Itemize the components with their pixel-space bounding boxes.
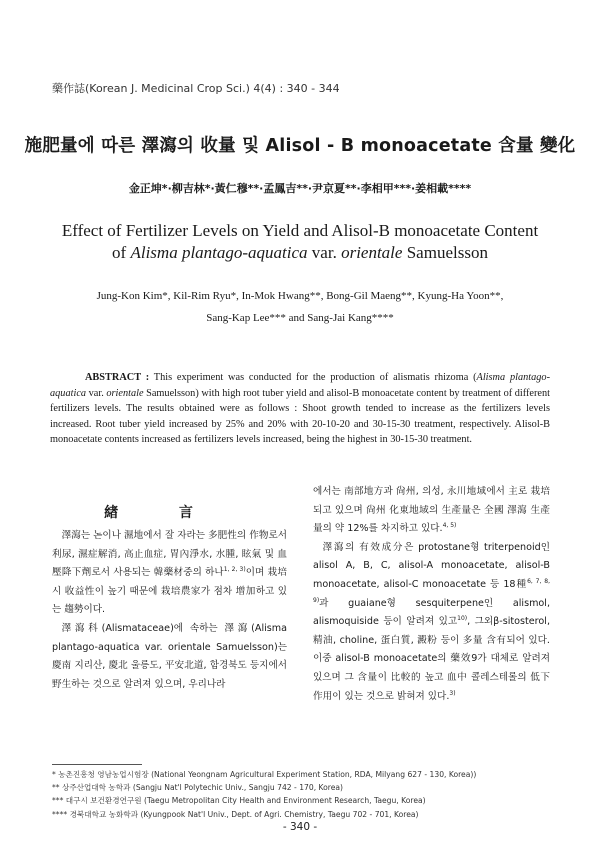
footnote-divider <box>52 764 142 765</box>
citation: 3) <box>449 689 456 697</box>
citation: 6, 7, 8, 9) <box>313 577 550 604</box>
citation: 1, 2, 3) <box>223 566 246 573</box>
paragraph: 澤瀉科(Alismataceae)에 속하는 澤瀉(Alisma plantago-aquatica var. orientale Samuelsson)는 慶南 지리산, 慶北 울릉도, 平安北道, 함경북도 등지에서 野生하는 것으로 알려져 있으며, 우리나라 <box>52 622 287 690</box>
abstract-label: ABSTRACT : <box>85 372 150 383</box>
paragraph <box>52 527 287 620</box>
journal-header: 藥作誌(Korean J. Medicinal Crop Sci.) 4(4) : 340 - 344 <box>52 82 340 95</box>
footnotes <box>52 768 552 821</box>
species-name: Alisma plantago-aquatica <box>130 243 308 262</box>
abstract-text-3: Samuelsson) with high root tuber yield and alisol-B monoacetate content by treatment of different fertilizers levels. The results obtained were as follows : Shoot growth tended to increase as the fertilizers levels increased. Root tuber yield increased by 25% and 20% with 20-10-20 and 30-15-30 treatment, respectively. Alisol-B monoacetate contents increased as fertilizers levels increased, being the highest in 30-15-30 treatment. <box>50 387 550 445</box>
title-var: var. <box>307 243 342 262</box>
page-number: - 340 - <box>282 821 318 833</box>
variety-name: orientale <box>341 243 403 262</box>
abstract-species: Alisma plantago-aquatica <box>50 372 550 399</box>
paragraph-text: 에서는 南部地方과 尙州, 의성, 永川地域에서 主로 栽培되고 있으며 尙州 化東地域의 生產量은 全國 澤瀉 生產量의 약 12%를 차지하고 있다. <box>313 486 550 535</box>
abstract <box>50 370 550 448</box>
english-authors-line-1: Jung-Kon Kim*, Kil-Rim Ryu*, In-Mok Hwang**, Bong-Gil Maeng**, Kyung-Ha Yoon**, <box>96 290 504 302</box>
body-column-right <box>313 483 550 706</box>
paragraph-text: 이며 栽培시 收益性이 높기 때문에 栽培農家가 점차 增加하고 있는 趨勢이다. <box>52 567 288 616</box>
citation: 4, 5) <box>442 522 457 529</box>
english-title <box>0 220 600 264</box>
korean-title: 施肥量에 따른 澤瀉의 收量 및 Alisol - B monoacetate 含量 變化 <box>24 136 576 156</box>
footnote-3: *** 대구시 보건환경연구원 (Taegu Metropolitan City Health and Environment Research, Taegu, Korea) <box>52 796 426 806</box>
paragraph-text: 과 guaiane형 sesquiterpene인 alismol, alismoquiside 등이 알려져 있고 <box>313 597 550 628</box>
abstract-text-2: var. <box>86 387 107 399</box>
footnote-1: * 농촌진흥청 영남농업시험장 (National Yeongnam Agricultural Experiment Station, RDA, Milyang 627 - 130, Korea)) <box>52 770 477 779</box>
abstract-text-1: This experiment was conducted for the production of alismatis rhizoma ( <box>149 372 477 383</box>
citation: 10) <box>457 614 468 622</box>
korean-authors: 金正坤*·柳吉林*·黃仁穆**·孟鳳吉**·尹京夏**·李相甲***·姜相載**** <box>128 182 472 195</box>
body-column-left <box>52 527 287 694</box>
section-heading-introduction: 緖 言 <box>104 505 221 521</box>
footnote-4: **** 경북대학교 농화학과 (Kyungpook Nat'l Univ., Dept. of Agri. Chemistry, Taegu 702 - 701, Korea) <box>52 809 419 819</box>
english-authors-line-2: Sang-Kap Lee*** and Sang-Jai Kang**** <box>206 312 394 324</box>
english-title-line-2 <box>0 242 600 264</box>
abstract-variety: orientale <box>106 387 144 399</box>
english-authors <box>0 285 600 329</box>
paragraph <box>313 483 550 539</box>
footnote-2: ** 상주산업대학 농학과 (Sangju Nat'l Polytechic Univ., Sangju 742 - 170, Korea) <box>52 783 344 793</box>
paragraph-text: 澤瀉는 논이나 濕地에서 잘 자라는 多肥性의 作物로서 利尿, 濕症解消, 高止血症, 胃內淨水, 水腫, 眩氣 및 血壓降下劑로서 사용되는 韓藥材중의 하나 <box>52 530 287 579</box>
title-prefix: of <box>112 243 131 262</box>
paragraph <box>313 539 550 706</box>
english-title-line-1: Effect of Fertilizer Levels on Yield and Alisol-B monoacetate Content <box>61 221 539 240</box>
title-suffix: Samuelsson <box>402 243 488 262</box>
paragraph-text: , 그외β-sitosterol, 精油, choline, 蛋白質, 澱粉 등이 多量 含有되어 있다. 이중 alisol-B monoacetate의 藥效9가 대체로 알려져 있으며 그 含量이 比較的 높고 血中 콜레스테롤의 低下作用이 있는 것으로 밝혀져 있다. <box>313 616 550 702</box>
paragraph-text: 澤瀉의 有效成分은 protostane형 triterpenoid인 alisol A, B, C, alisol-A monoacetate, alisol-B monoacetate, alisol-C monoacetate 등 18種 <box>313 541 550 590</box>
